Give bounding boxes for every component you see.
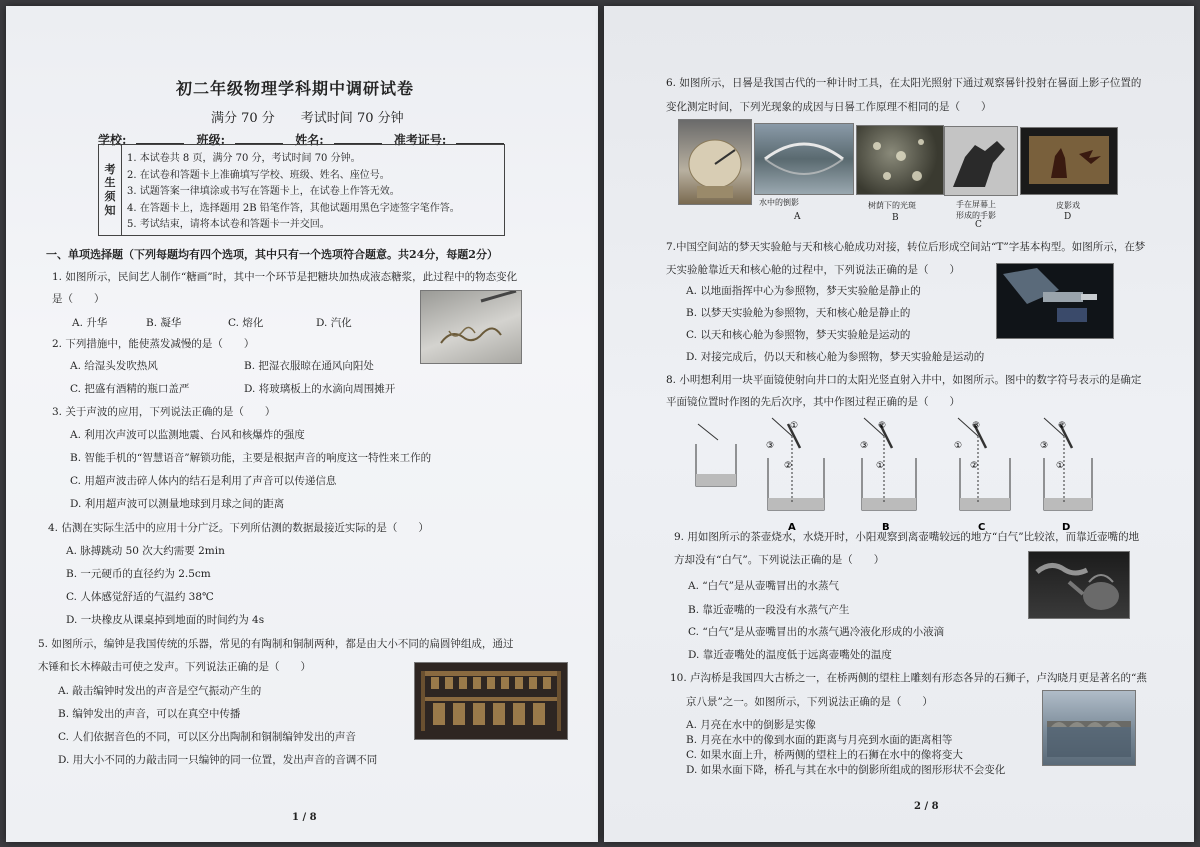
q9-option-b: B. 靠近壶嘴的一段没有水蒸气产生 [688, 604, 850, 616]
notice-list [127, 151, 460, 234]
q7-option-a: A. 以地面指挥中心为参照物，梦天实验舱是静止的 [686, 285, 921, 297]
q9-stem-cont: 方却没有“白气”。下列说法正确的是（ ） [674, 554, 885, 566]
q9-option-a: A. “白气”是从壶嘴冒出的水蒸气 [688, 580, 839, 592]
page-title: 初二年级物理学科期中调研试卷 [176, 79, 415, 98]
space-station-drawing [997, 264, 1113, 338]
exam-no-label: 准考证号: [393, 133, 447, 147]
q1-option-d: D. 汽化 [316, 317, 352, 329]
light-spots-drawing [857, 126, 943, 194]
lugou-bridge-drawing [1043, 691, 1135, 765]
q6-letter-d: D [1064, 212, 1072, 222]
section-title: 一、单项选择题（下列每题均有四个选项，其中只有一个选项符合题意。共24分，每题2分） [46, 248, 498, 261]
q2-option-c: C. 把盛有酒精的瓶口盖严 [70, 383, 190, 395]
shadow-play-photo [1020, 127, 1118, 195]
q3-option-c: C. 用超声波击碎人体内的结石是利用了声音可以传递信息 [70, 475, 337, 487]
exam-page-2 [604, 6, 1194, 842]
q8-c-mark-2: ② [970, 461, 979, 471]
q10-stem: 10. 卢沟桥是我国四大古桥之一，在桥两侧的望柱上雕刻有形态各异的石狮子，卢沟晓月更是著名的“燕 [670, 672, 1147, 684]
q8-b-mark-3: ③ [860, 441, 869, 451]
q3-option-d: D. 利用超声波可以测量地球到月球之间的距离 [70, 498, 285, 510]
q8-letter-b: B [882, 522, 890, 533]
bianzhong-photo [414, 662, 568, 740]
q10-option-a: A. 月亮在水中的倒影是实像 [686, 719, 816, 731]
bianzhong-drawing [415, 663, 567, 739]
q5-stem-cont: 木锤和长木棒敲击可使之发声。下列说法正确的是（ ） [38, 661, 311, 673]
q1-option-b: B. 凝华 [146, 317, 182, 329]
q5-option-d: D. 用大小不同的力敲击同一只编钟的同一位置，发出声音的音调不同 [58, 754, 378, 766]
q2-option-d: D. 将玻璃板上的水滴向周围摊开 [244, 383, 396, 395]
q8-letter-a: A [788, 522, 796, 533]
q10-option-b: B. 月亮在水中的像到水面的距离与月亮到水面的距离相等 [686, 734, 953, 746]
q8-c-mark-1: ① [954, 441, 963, 451]
kettle-drawing [1029, 552, 1129, 618]
notice-item: 4. 在答题卡上，选择题用 2B 铅笔作答，其他试题用黑色字迹签字笔作答。 [127, 202, 460, 214]
q3-option-b: B. 智能手机的“智慧语音”解锁功能，主要是根据声音的响度这一特性来工作的 [70, 452, 432, 464]
page-subtitle: 满分 70 分 考试时间 70 分钟 [211, 111, 404, 126]
q8-letter-d: D [1062, 522, 1071, 533]
school-label: 学校: [98, 133, 127, 147]
q8-b-mark-2: ② [878, 421, 887, 431]
q8-reference-well [696, 424, 736, 486]
shadow-play-drawing [1021, 128, 1117, 194]
exam-notice-box [98, 144, 505, 236]
q1-option-a: A. 升华 [72, 317, 108, 329]
sundial-photo [678, 119, 752, 205]
sugar-painting-photo [420, 290, 522, 364]
q5-option-a: A. 敲击编钟时发出的声音是空气振动产生的 [58, 685, 262, 697]
q6-stem-cont: 变化测定时间，下列光现象的成因与日晷工作原理不相同的是（ ） [666, 101, 992, 113]
page-number: 1 / 8 [292, 812, 317, 823]
q7-option-d: D. 对接完成后，仍以天和核心舱为参照物，梦天实验舱是运动的 [686, 351, 985, 363]
q1-stem-cont: 是（ ） [52, 293, 105, 305]
q4-option-d: D. 一块橡皮从课桌掉到地面的时间约为 4s [66, 614, 265, 626]
q10-stem-cont: 京八景”之一。如图所示，下列说法正确的是（ ） [686, 696, 933, 708]
class-label: 班级: [196, 133, 226, 147]
notice-item: 3. 试题答案一律填涂或书写在答题卡上，在试卷上作答无效。 [127, 186, 400, 197]
q6-caption-d: 皮影戏 [1056, 201, 1080, 210]
kettle-photo [1028, 551, 1130, 619]
q9-stem: 9. 用如图所示的茶壶烧水，水烧开时，小阳观察到离壶嘴较远的地方“白气”比较浓，而靠近壶嘴的地 [674, 531, 1140, 543]
name-label: 姓名: [295, 133, 324, 147]
q6-stem: 6. 如图所示，日晷是我国古代的一种计时工具，在太阳光照射下通过观察晷针投射在晷面上影子位置的 [666, 77, 1142, 89]
q7-option-b: B. 以梦天实验舱为参照物，天和核心舱是静止的 [686, 307, 911, 319]
q7-option-c: C. 以天和核心舱为参照物，梦天实验舱是运动的 [686, 329, 911, 341]
q1-option-c: C. 熔化 [228, 317, 264, 329]
sugar-painting-drawing [421, 291, 521, 363]
q10-option-c: C. 如果水面上升，桥两侧的望柱上的石狮在水中的像将变大 [686, 749, 963, 761]
notice-item: 1. 本试卷共 8 页，满分 70 分，考试时间 70 分钟。 [127, 153, 361, 164]
q8-c-mark-3: ③ [972, 421, 981, 431]
hand-shadow-photo [944, 126, 1018, 196]
q2-option-b: B. 把湿衣服晾在通风向阳处 [244, 360, 374, 372]
notice-item: 2. 在试卷和答题卡上准确填写学校、班级、姓名、座位号。 [127, 169, 390, 181]
q8-a-mark-2: ② [784, 461, 793, 471]
q10-option-d: D. 如果水面下降，桥孔与其在水中的倒影所组成的图形形状不会变化 [686, 764, 1006, 776]
q8-option-b-diagram [860, 418, 916, 533]
q8-stem-cont: 平面镜位置时作图的先后次序，其中作图过程正确的是（ ） [666, 396, 960, 408]
q8-stem: 8. 小明想利用一块平面镜使射向井口的太阳光竖直射入井中，如图所示。图中的数字符号表示的是确定 [666, 374, 1142, 386]
q2-option-a: A. 给湿头发吹热风 [70, 360, 158, 372]
q6-letter-c: C [975, 220, 982, 230]
q9-option-d: D. 靠近壶嘴处的温度低于远离壶嘴处的温度 [688, 649, 892, 661]
q8-d-mark-1: ① [1056, 461, 1065, 471]
sundial-drawing [679, 120, 751, 204]
q6-caption-a: 水中的倒影 [759, 198, 799, 207]
q8-diagram [688, 414, 1098, 534]
space-station-photo [996, 263, 1114, 339]
q2-stem: 2. 下列措施中，能使蒸发减慢的是（ ） [52, 338, 255, 350]
q5-option-c: C. 人们依据音色的不同，可以区分出陶制和铜制编钟发出的声音 [58, 731, 356, 743]
q8-a-mark-1: ① [790, 421, 799, 431]
q4-option-b: B. 一元硬币的直径约为 2.5cm [66, 568, 211, 580]
q8-b-mark-1: ① [876, 461, 885, 471]
q5-stem: 5. 如图所示，编钟是我国传统的乐器，常见的有陶制和铜制两种，都是由大小不同的扁圆钟组成，通过 [38, 638, 514, 650]
q4-option-c: C. 人体感觉舒适的气温约 38℃ [66, 591, 214, 603]
hand-shadow-drawing [945, 127, 1017, 195]
reflection-photo [754, 123, 854, 195]
notice-label: 考 生 须 知 [99, 145, 122, 235]
q6-caption-c: 手在屏幕上 形成的手影 [956, 200, 996, 220]
notice-item: 5. 考试结束，请将本试卷和答题卡一并交回。 [127, 219, 330, 230]
q3-stem: 3. 关于声波的应用，下列说法正确的是（ ） [52, 406, 276, 418]
q8-a-mark-3: ③ [766, 441, 775, 451]
q6-letter-a: A [794, 212, 801, 222]
lugou-bridge-photo [1042, 690, 1136, 766]
exam-page-1 [6, 6, 598, 842]
q8-option-d-diagram [1040, 418, 1092, 533]
q7-stem-cont: 天实验舱靠近天和核心舱的过程中，下列说法正确的是（ ） [666, 264, 960, 276]
q9-option-c: C. “白气”是从壶嘴冒出的水蒸气遇冷液化形成的小液滴 [688, 626, 945, 638]
q6-letter-b: B [892, 213, 899, 223]
q8-letter-c: C [978, 522, 986, 533]
q8-d-mark-3: ③ [1040, 441, 1049, 451]
q3-option-a: A. 利用次声波可以监测地震、台风和核爆炸的强度 [70, 429, 305, 441]
q5-option-b: B. 编钟发出的声音，可以在真空中传播 [58, 708, 241, 720]
q1-stem: 1. 如图所示，民间艺人制作“糖画”时，其中一个环节是把糖块加热成液态糖浆，此过程中的物态变化 [52, 271, 518, 283]
q8-d-mark-2: ② [1058, 421, 1067, 431]
bridge-reflection-drawing [755, 124, 853, 194]
page-number: 2 / 8 [914, 801, 939, 812]
q8-option-c-diagram [954, 418, 1010, 533]
q4-stem: 4. 估测在实际生活中的应用十分广泛。下列所估测的数据最接近实际的是（ ） [48, 522, 429, 534]
q6-caption-b: 树荫下的光斑 [868, 201, 916, 210]
q8-option-a-diagram [766, 418, 824, 533]
light-spot-photo [856, 125, 944, 195]
q4-option-a: A. 脉搏跳动 50 次大约需要 2min [66, 545, 225, 557]
q7-stem: 7.中国空间站的梦天实验舱与天和核心舱成功对接，转位后形成空间站“T”字基本构型。如图所示，在梦 [666, 241, 1146, 253]
